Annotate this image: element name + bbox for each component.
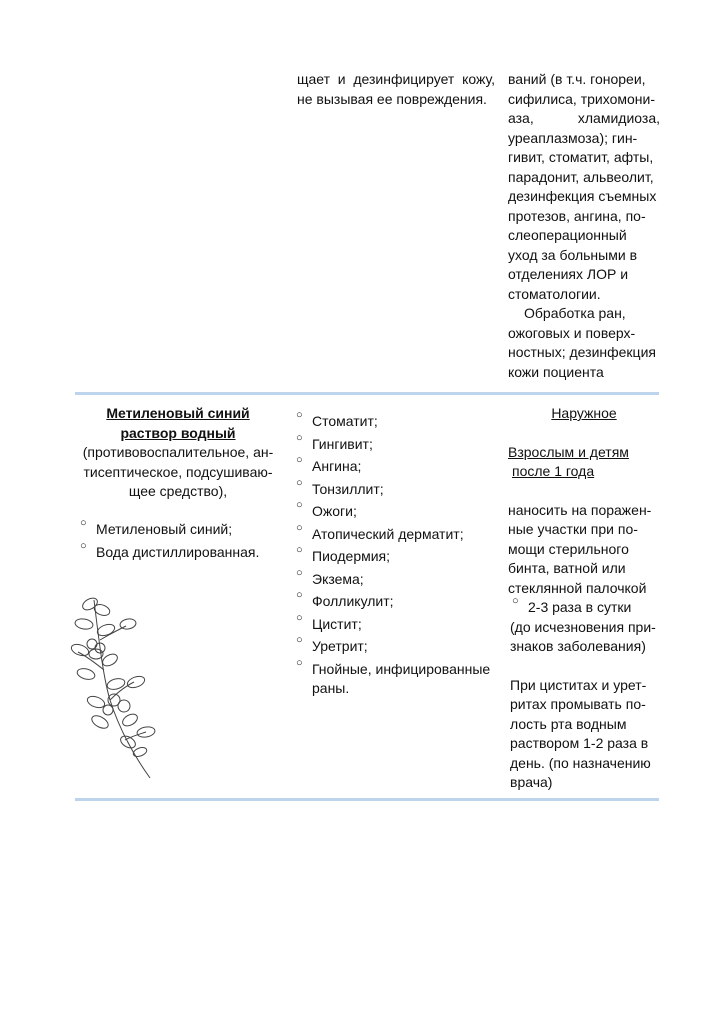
top-col3-line: протезов, ангина, по- (508, 207, 646, 224)
top-col3-line: ожоговых и поверх- (508, 324, 636, 341)
list-item (296, 521, 496, 545)
list-item (296, 431, 496, 455)
usage-cystitis-line: день. (по назначению (510, 754, 651, 771)
bullet-circle-icon: ○ (296, 409, 303, 421)
list-item (296, 566, 496, 590)
bullet-circle-icon: ○ (296, 454, 303, 466)
usage-method-line: ные участки при по- (508, 521, 638, 537)
bullet-circle-icon: ○ (512, 595, 519, 607)
top-col3-line: ваний (в т.ч. гонореи, (508, 71, 646, 87)
usage-method-line: бинта, ватной или (508, 560, 626, 576)
drug-description-line: щее средство), (128, 483, 228, 499)
list-item (296, 589, 496, 612)
usage-until-line: знаков заболевания) (510, 638, 646, 654)
list-item (296, 634, 496, 657)
list-item (296, 454, 496, 477)
drug-column (76, 404, 280, 502)
top-col3-line-split (508, 109, 660, 129)
indication-text: Тонзиллит; (312, 480, 384, 497)
usage-cystitis-line: раствором 1-2 раза в (510, 735, 649, 751)
table-divider-top (75, 392, 659, 395)
drug-title-line2: раствор водный (120, 424, 236, 441)
top-col3-line: слеоперационный (508, 227, 627, 243)
usage-column (508, 404, 668, 793)
top-col3-line: дезинфекция съемных (508, 188, 657, 204)
top-col3-line: хламидиоза, (577, 110, 660, 126)
indication-text: Цистит; (312, 615, 362, 632)
ingredient-text: Метиленовый синий; (96, 521, 233, 537)
bullet-circle-icon: ○ (296, 589, 303, 601)
list-item (296, 409, 496, 432)
bullet-circle-icon: ○ (296, 656, 303, 669)
bullet-circle-icon: ○ (296, 611, 303, 624)
indication-text: Стоматит; (312, 413, 378, 429)
indication-text: Гнойные, инфицированные раны. (312, 660, 491, 696)
top-col3-line: сифилиса, трихомони- (508, 90, 655, 107)
indication-text: Уретрит; (312, 638, 368, 654)
usage-cystitis-line: ритах промывать по- (510, 696, 646, 712)
top-col3-line: уреаплазмоза); гин- (508, 129, 638, 146)
top-col3-text (508, 70, 660, 382)
bullet-circle-icon: ○ (296, 634, 303, 646)
indication-text: Ожоги; (312, 503, 357, 519)
usage-frequency (508, 595, 668, 618)
indication-text: Фолликулит; (312, 593, 394, 609)
indication-text: Экзема; (312, 570, 364, 587)
bullet-circle-icon: ○ (80, 539, 87, 552)
list-item (296, 476, 496, 500)
top-col3-line: стоматологии. (508, 285, 601, 302)
usage-method-line: наносить на поражен- (508, 501, 652, 518)
bullet-circle-icon: ○ (296, 499, 303, 511)
top-col3-line: аза, (508, 110, 534, 126)
indication-text: Атопический дерматит; (312, 525, 464, 542)
usage-until-line: (до исчезновения при- (510, 618, 656, 635)
usage-audience-line1: Взрослым и детям (508, 443, 629, 460)
top-col3-line: Обработка ран, (524, 305, 626, 321)
ingredient-text: Вода дистиллированная. (96, 543, 260, 560)
usage-method-line: стеклянной палочкой (508, 579, 647, 596)
top-col3-line: кожи поциента (508, 363, 604, 380)
list-item (80, 539, 280, 563)
drug-description-line: (противовоспалительное, ан- (82, 444, 274, 460)
top-col3-line: ностных; дезинфекция (508, 344, 656, 360)
top-col3-line: парадонит, альвеолит, (508, 168, 654, 185)
top-col3-line: уход за больными в (508, 246, 638, 263)
top-col2-text: щает и дезинфицирует кожу, не вызывая ее повреждения. (297, 71, 495, 107)
bullet-circle-icon: ○ (296, 476, 303, 489)
usage-cystitis-line: врача) (510, 774, 553, 790)
usage-cystitis-line: При циститах и урет- (510, 676, 647, 693)
list-item (296, 611, 496, 635)
drug-title-line1: Метиленовый синий (106, 405, 250, 421)
list-item (296, 656, 496, 699)
ingredients-list (80, 517, 280, 565)
list-item (296, 544, 496, 567)
usage-route: Наружное (551, 405, 617, 421)
usage-method-line: мощи стерильного (508, 540, 629, 557)
bullet-circle-icon: ○ (296, 544, 303, 556)
bullet-circle-icon: ○ (296, 566, 303, 579)
botanical-branch-illustration (70, 590, 160, 780)
usage-cystitis-line: лость рта водным (510, 715, 627, 732)
bullet-circle-icon: ○ (80, 517, 87, 529)
bullet-circle-icon: ○ (296, 431, 303, 444)
bullet-circle-icon: ○ (296, 521, 303, 534)
usage-audience-line2: после 1 года (512, 463, 595, 479)
indication-text: Ангина; (312, 458, 362, 474)
top-col3-line: отделениях ЛОР и (508, 266, 629, 282)
indication-text: Пиодермия; (312, 548, 391, 564)
indications-list (296, 409, 496, 702)
list-item (80, 517, 280, 540)
drug-description-line: тисептическое, подсушиваю- (83, 463, 273, 480)
list-item (296, 499, 496, 522)
indication-text: Гингивит; (312, 435, 373, 452)
table-divider-bottom (75, 798, 659, 801)
usage-frequency-text: 2-3 раза в сутки (528, 599, 632, 615)
top-col3-line: гивит, стоматит, афты, (508, 149, 654, 165)
